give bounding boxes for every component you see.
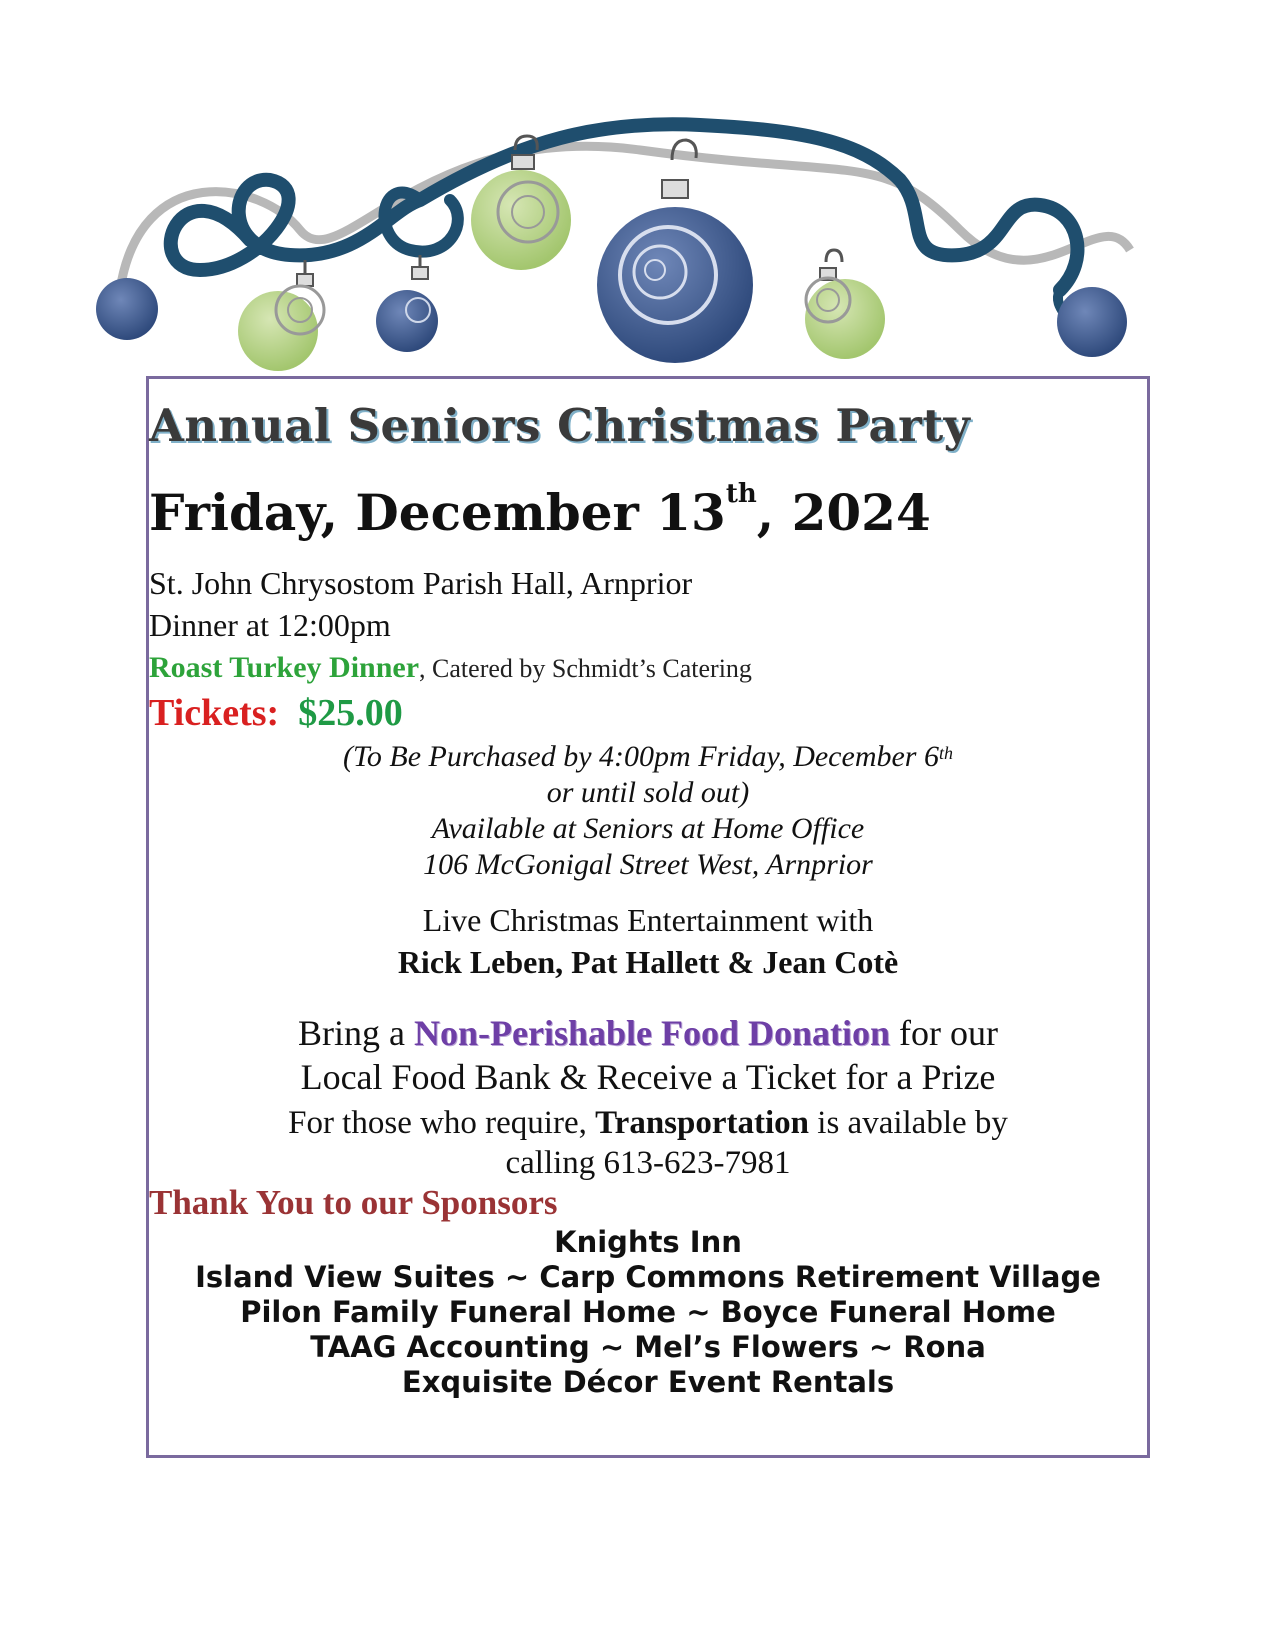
sponsor-line: Pilon Family Funeral Home ~ Boyce Funeral Home [240, 1295, 1056, 1329]
event-date-main: Friday, December 13 [149, 483, 726, 542]
entertainment-intro: Live Christmas Entertainment with [422, 902, 874, 938]
donation-line-2: Local Food Bank & Receive a Ticket for a Prize [300, 1057, 996, 1097]
ornament-green-left [238, 260, 324, 371]
transport-suffix: is available by [809, 1105, 1008, 1141]
transport-info [149, 1103, 1147, 1183]
sponsor-line: TAAG Accounting ~ Mel’s Flowers ~ Rona [310, 1330, 986, 1364]
ornament-small-blue-left [96, 278, 158, 340]
event-date [149, 479, 1147, 542]
dinner-time: Dinner at 12:00pm [149, 607, 391, 643]
sponsors-list [149, 1225, 1147, 1400]
sponsors-heading: Thank You to our Sponsors [149, 1183, 558, 1222]
transport-phone: calling 613-623-7981 [505, 1145, 791, 1181]
menu-highlight: Roast Turkey Dinner [149, 651, 420, 684]
purchase-info [149, 739, 1147, 883]
sponsor-line: Knights Inn [554, 1225, 742, 1259]
purchase-address: 106 McGonigal Street West, Arnprior [423, 848, 873, 881]
ornament-green-right [805, 250, 885, 359]
event-title: Annual Seniors Christmas Party [149, 399, 971, 452]
transport-prefix: For those who require, [288, 1105, 596, 1141]
donation-suffix: for our [890, 1013, 998, 1053]
entertainment [149, 899, 1147, 983]
donation-prefix: Bring a [298, 1013, 414, 1053]
donation-info [149, 1011, 1147, 1099]
event-date-ordinal: th [725, 479, 757, 509]
transport-highlight: Transportation [595, 1105, 810, 1141]
caterer: , Catered by Schmidt’s Catering [419, 654, 752, 683]
menu-line [149, 651, 1147, 685]
entertainment-names: Rick Leben, Pat Hallett & Jean Cotè [397, 944, 899, 980]
purchase-sold-out: or until sold out) [546, 776, 750, 809]
tickets-line [149, 691, 1147, 735]
purchase-deadline-ordinal: th [938, 743, 953, 763]
tickets-label: Tickets: [149, 692, 280, 734]
tickets-price: $25.00 [298, 692, 403, 734]
ornament-banner [0, 0, 1275, 400]
sponsor-line: Island View Suites ~ Carp Commons Retirement Village [195, 1260, 1101, 1294]
sponsor-line: Exquisite Décor Event Rentals [401, 1365, 895, 1399]
donation-highlight: Non-Perishable Food Donation [413, 1013, 891, 1053]
event-date-year: , 2024 [756, 483, 931, 542]
purchase-location: Available at Seniors at Home Office [431, 812, 865, 845]
donation-line-1 [149, 1011, 1147, 1055]
event-flyer [146, 376, 1150, 1458]
ornament-large-blue-center [597, 140, 753, 363]
purchase-deadline [149, 739, 1147, 775]
ornament-small-blue-right [1057, 287, 1127, 357]
event-venue: St. John Chrysostom Parish Hall, Arnprior [149, 565, 693, 601]
transport-line-1 [149, 1103, 1147, 1143]
ornament-blue-mid-left [376, 255, 438, 352]
purchase-deadline-text: (To Be Purchased by 4:00pm Friday, December 6 [342, 740, 939, 773]
